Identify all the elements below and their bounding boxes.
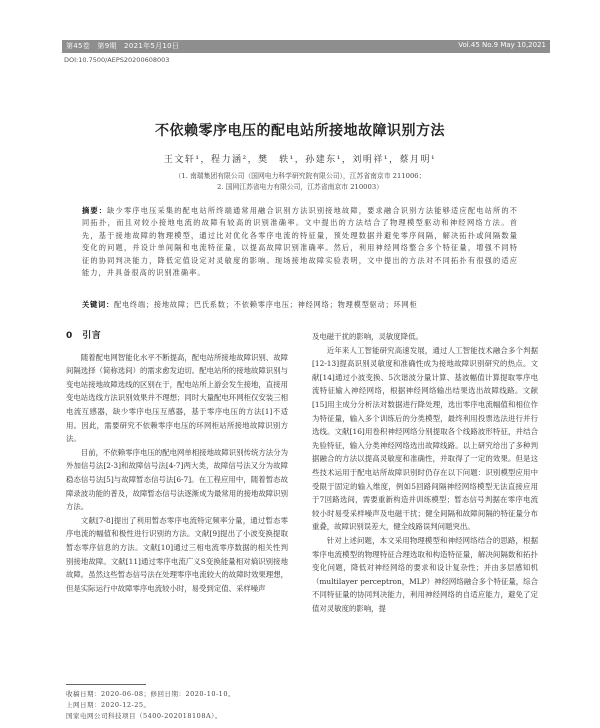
journal-header-bar — [62, 40, 550, 53]
issue-info-english: Vol.45 No.9 May 10,2021 — [458, 41, 546, 49]
left-column — [66, 330, 288, 595]
body-paragraph: 目前，不依赖零序电压的配电网单相接地故障识别传统方法分为外加信号法[2-3]和故障信号法[4-7]两大类，故障信号法又分为故障稳态信号法[5]与故障暂态信号法[6-7]。在工程应用中，随着暂态故障录波功能的普及，故障暂态信号法逐渐成为最常用的接地故障识别方法。 — [66, 447, 288, 512]
body-paragraph: 及电磁干扰的影响，灵敏度降低。 — [312, 332, 423, 341]
footnote-online: 上网日期：2020-12-25。 — [66, 701, 151, 709]
keywords-text: 配电终端；接地故障；巴氏系数；不依赖零序电压；神经网络；物理模型驱动；环网柜 — [113, 300, 418, 309]
body-paragraph: 近年来人工智能研究高速发展，通过人工智能技术融合多个判据[12-13]提高识别灵敏度和准确性成为接地故障识别研究的热点。文献[14]通过小波变换、5次谐波分量计算、基波幅值计算提取零序电流特征输入神经网络，根据神经网络输出结果选出故障线路。文献[15]用主成分分析法对数据进行降处理，选出零序电流幅值和相位作为特征量，输入多个训练后的分类模型，最终利用投票选法进行并行选线。文献[16]用卷积神经网络分别提取各个线路波形特征，并结合先验特征，输入分类神经网络选出故障线路。以上研究给出了多种判据融合的方法以提高灵敏度和准确性，并取得了一定的效果。但是这些技术运用于配电站所故障识别时仍存在以下问题：识别模型应用中受限于固定的输入维度，例如5回路间隔神经网络模型无法直接应用于7回路选间，需要重新构造并训练模型；暂态信号判据在零序电流较小时易受采样噪声及电磁干扰；健全间隔和故障间隔的特征量分布重叠，故障识别误差大，健全线路误判问题突出。 — [312, 345, 538, 532]
section-heading: 0 引言 — [66, 331, 102, 341]
affiliation-1: （1. 南瑞集团有限公司（国网电力科学研究院有限公司），江苏省南京市 211006； — [174, 172, 426, 180]
footnote-received: 收稿日期：2020-06-08；修回日期：2020-10-10。 — [66, 690, 235, 698]
doi[interactable]: DOI:10.7500/AEPS20200608003 — [64, 56, 170, 64]
body-paragraph: 针对上述问题，本文采用物理模型和神经网络结合的思路，根据零序电流模型的物理特征合理选取和构造特征量，解决间隔数和拓扑变化问题，降低对神经网络的要求和设计复杂性；并由多层感知机（multilayer perceptron，MLP）神经网络融合多个特征量，综合不同特征量的协同判决能力，利用神经网络的自适应能力，避免了定值对灵敏度的影响，提 — [312, 535, 538, 613]
keywords-label: 关键词： — [82, 300, 114, 309]
body-paragraph: 文献[7-8]提出了利用暂态零序电流特定频率分量，通过暂态零序电流的幅值和极性进行识别的方法。文献[9]提出了小波变换提取暂态零序信息的方法。文献[10]通过三相电流零序数据的相关性判别接地故障。文献[11]通过零序电流广义S变换能量相对熵识别接地故障。虽然这些暂态信号法在处理零序电流较大的故障时效果理想，但是实际运行中故障零序电流较小时，易受到定值、采样噪声 — [66, 515, 288, 593]
affiliation-2: 2. 国网江苏省电力有限公司，江苏省南京市 210003） — [217, 183, 383, 191]
body-paragraph: 随着配电网智能化水平不断提高，配电站所接地故障识别、故障间隔选择（简称选间）的需求愈发迫切。配电站所的接地故障识别与变电站接地故障选线的区别在于，配电站所上游会发生接地，直接用变电站选线方法识别效果并不理想；同时大量配电环网柜仅安装三相电流互感器，缺少零序电压互感器，基于零序电压的方法[1]不适用。因此，需要研究不依赖零序电压的环网柜站所接地故障识别方法。 — [66, 352, 288, 444]
author-list: 王文轩¹，程力涵²，樊 轶¹，孙建东¹，刘明祥¹，蔡月明¹ — [163, 155, 437, 165]
footnote-divider — [66, 684, 146, 685]
abstract-text: 缺少零序电压采集的配电站所终端通常用融合识别方法识别接地故障，要求融合识别方法能够适应配电站所的不同拓扑，而且对较小接地电流的故障有较高的识别准确率。文中提出的方法结合了物理模型驱动和神经网络方法。首先，基于接地故障的物理模型，通过比对优化各零序电流的特征量，预处理数据并避免零序间隔，解决拓扑或间隔数量变化的问题，并设计单间隔和电流特征量，以提高故障识别准确率。然后，利用神经网络整合多个特征量，增强不同特征的协同判决能力，降低定值设定对灵敏度的影响。现场接地故障实验表明，文中提出的方法对不同拓扑有很强的适应能力，并具备很高的识别准确率。 — [82, 206, 518, 278]
footnote-funding: 国家电网公司科技项目（5400-202018108A）。 — [66, 712, 222, 720]
paper-title: 不依赖零序电压的配电站所接地故障识别方法 — [155, 123, 445, 139]
issue-info: 第45卷 第9期 2021年5月10日 — [66, 42, 180, 50]
abstract — [82, 205, 518, 279]
keywords — [82, 299, 532, 311]
abstract-label: 摘要： — [82, 206, 108, 215]
right-column — [312, 330, 538, 615]
